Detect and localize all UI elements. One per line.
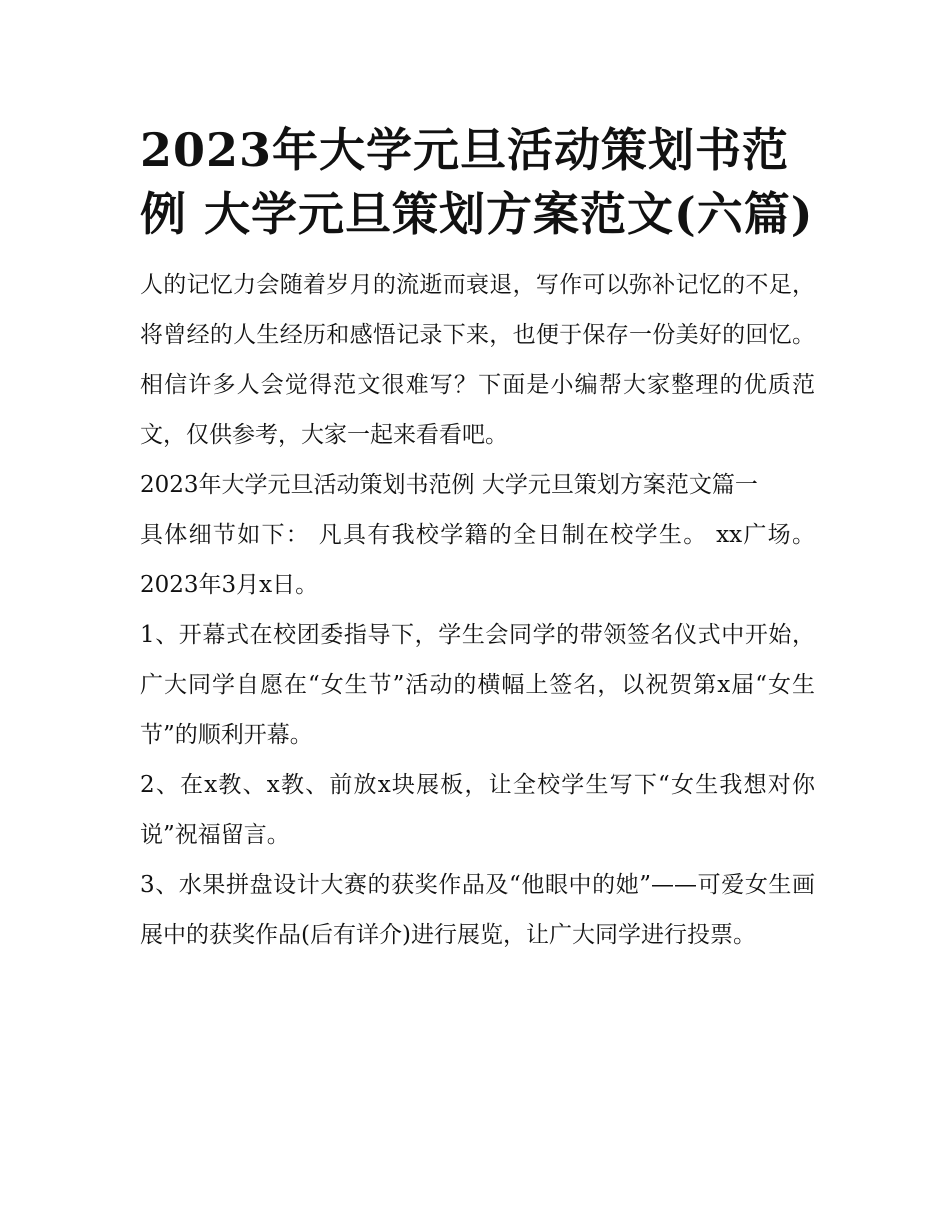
list-item-1: 1、开幕式在校团委指导下，学生会同学的带领签名仪式中开始，广大同学自愿在“女生节”活动的横幅上签名，以祝贺第x届“女生节”的顺利开幕。 [140, 622, 815, 748]
document-title: 2023年大学元旦活动策划书范例 大学元旦策划方案范文(六篇) [140, 123, 814, 241]
intro-paragraph: 人的记忆力会随着岁月的流逝而衰退，写作可以弥补记忆的不足，将曾经的人生经历和感悟记录下来，也便于保存一份美好的回忆。相信许多人会觉得范文很难写？下面是小编帮大家整理的优质范文，仅供参考，大家一起来看看吧。 [140, 272, 815, 448]
list-item-3: 3、水果拼盘设计大赛的获奖作品及“他眼中的她”——可爱女生画展中的获奖作品(后有详介)进行展览，让广大同学进行投票。 [140, 872, 815, 948]
list-item-2: 2、在x教、x教、前放x块展板，让全校学生写下“女生我想对你说”祝福留言。 [140, 772, 815, 848]
section-heading: 2023年大学元旦活动策划书范例 大学元旦策划方案范文篇一 [140, 472, 758, 498]
document-page [140, 118, 815, 960]
details-paragraph: 具体细节如下： 凡具有我校学籍的全日制在校学生。 xx广场。 2023年3月x日。 [140, 522, 815, 598]
